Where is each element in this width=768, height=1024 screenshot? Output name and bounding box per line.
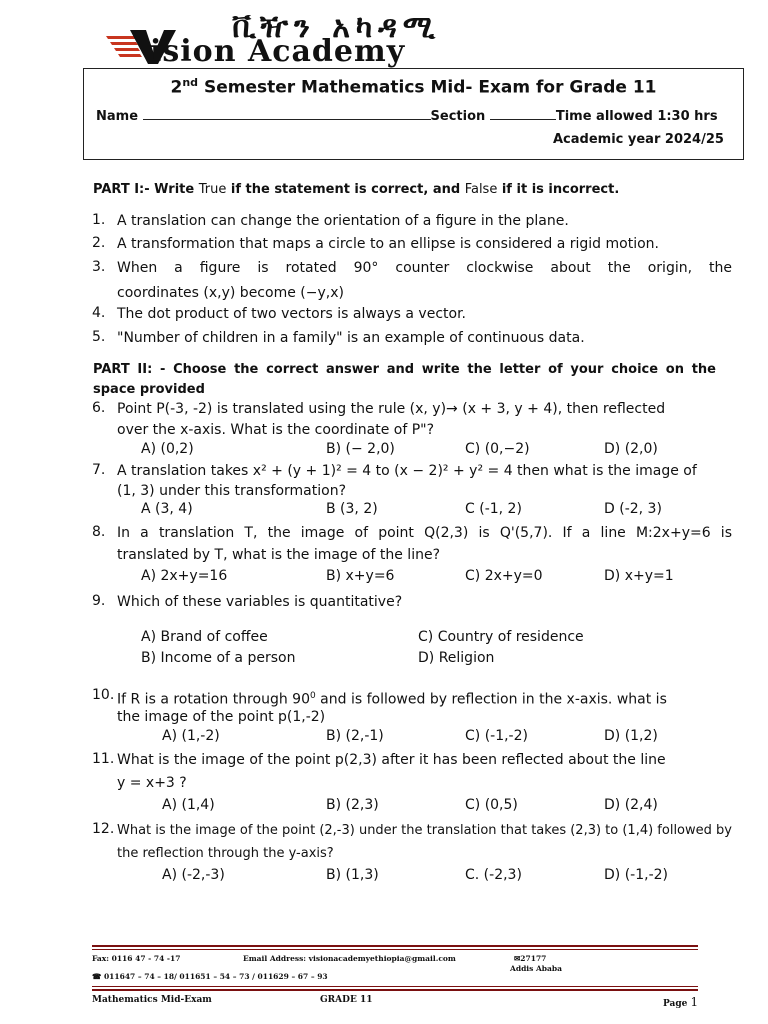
q11-line1: What is the image of the point p(2,3) after it has been reflected about the line xyxy=(117,752,666,768)
q9-option-c: C) Country of residence xyxy=(418,629,584,645)
footer-pobox: ✉27177 xyxy=(514,954,547,963)
q7-line2: (1, 3) under this transformation? xyxy=(117,483,346,499)
part2-heading-line1: PART II: - Choose the correct answer and write the letter of your choice on the xyxy=(93,362,716,377)
q12-option-a: A) (-2,-3) xyxy=(162,867,225,883)
q7-option-a: A (3, 4) xyxy=(141,501,193,517)
q10-line2: the image of the point p(1,-2) xyxy=(117,709,326,725)
q5-number: 5. xyxy=(92,329,106,345)
footer-phones: ☎ 011647 – 74 – 18/ 011651 – 54 – 73 / 011629 – 67 – 93 xyxy=(92,972,328,981)
q12-option-b: B) (1,3) xyxy=(326,867,379,883)
q11-option-b: B) (2,3) xyxy=(326,797,379,813)
q1-text: A translation can change the orientation of a figure in the plane. xyxy=(117,213,569,229)
footer-rule-top xyxy=(92,945,698,947)
q10-number: 10. xyxy=(92,687,115,703)
q8-option-c: C) 2x+y=0 xyxy=(465,568,543,584)
section-blank[interactable] xyxy=(490,107,556,120)
q6-number: 6. xyxy=(92,400,106,416)
page-number: Page 1 xyxy=(663,995,699,1009)
q2-number: 2. xyxy=(92,235,106,251)
q2-text: A transformation that maps a circle to an ellipse is considered a rigid motion. xyxy=(117,236,659,252)
q8-option-d: D) x+y=1 xyxy=(604,568,674,584)
q7-number: 7. xyxy=(92,462,106,478)
section-label: Section xyxy=(430,109,486,124)
footer-city: Addis Ababa xyxy=(510,964,563,973)
q10-option-d: D) (1,2) xyxy=(604,728,658,744)
logo-amharic-text: ቪዥን አካዳሚ xyxy=(232,10,441,45)
footer-fax: Fax: 0116 47 - 74 -17 xyxy=(92,954,181,963)
q10-line1: If R is a rotation through $90^0$ and is followed by reflection in the x-axis. what is xyxy=(117,691,667,708)
q9-number: 9. xyxy=(92,593,106,609)
q8-option-b: B) x+y=6 xyxy=(326,568,395,584)
exam-title: 2nd Semester Mathematics Mid- Exam for Grade 11 xyxy=(170,76,657,98)
q6-option-b: B) (− 2,0) xyxy=(326,441,395,457)
q11-number: 11. xyxy=(92,751,115,767)
q7-option-d: D (-2, 3) xyxy=(604,501,662,517)
q6-option-d: D) (2,0) xyxy=(604,441,658,457)
q12-option-c: C. (-2,3) xyxy=(465,867,522,883)
q10-option-c: C) (-1,-2) xyxy=(465,728,528,744)
q4-number: 4. xyxy=(92,305,106,321)
part1-heading: PART I:- Write True if the statement is correct, and False if it is incorrect. xyxy=(93,182,620,197)
footer-rule-bottom xyxy=(92,986,698,987)
q12-line2: the reflection through the y-axis? xyxy=(117,846,334,861)
q4-text: The dot product of two vectors is always a vector. xyxy=(117,306,466,322)
q8-line2: translated by T, what is the image of the line? xyxy=(117,547,440,563)
footer-grade: GRADE 11 xyxy=(320,995,373,1005)
name-label: Name xyxy=(96,109,139,124)
q11-line2: y = x+3 ? xyxy=(117,775,187,791)
q7-line1: A translation takes x² + (y + 1)² = 4 to (x − 2)² + y² = 4 then what is the image of xyxy=(117,463,697,479)
q8-option-a: A) 2x+y=16 xyxy=(141,568,228,584)
q9-option-a: A) Brand of coffee xyxy=(141,629,268,645)
logo-name-text: ision Academy xyxy=(150,34,406,69)
q6-line1: Point P(-3, -2) is translated using the rule (x, y)→ (x + 3, y + 4), then reflected xyxy=(117,401,666,417)
q7-option-c: C (-1, 2) xyxy=(465,501,522,517)
footer-rule-bottom-thick xyxy=(92,989,698,991)
q8-number: 8. xyxy=(92,524,106,540)
q11-option-c: C) (0,5) xyxy=(465,797,518,813)
q6-option-a: A) (0,2) xyxy=(141,441,194,457)
q10-option-a: A) (1,-2) xyxy=(162,728,220,744)
q11-option-a: A) (1,4) xyxy=(162,797,215,813)
q3-text-line2: coordinates (x,y) become (−y,x) xyxy=(117,285,344,301)
time-allowed: Time allowed 1:30 hrs xyxy=(555,109,718,124)
q9-option-d: D) Religion xyxy=(418,650,495,666)
q5-text: "Number of children in a family" is an example of continuous data. xyxy=(117,330,585,346)
q9-option-b: B) Income of a person xyxy=(141,650,296,666)
q8-line1: In a translation T, the image of point Q(2,3) is Q'(5,7). If a line M:2x+y=6 is xyxy=(117,525,732,541)
q12-option-d: D) (-1,-2) xyxy=(604,867,668,883)
q10-option-b: B) (2,-1) xyxy=(326,728,384,744)
q12-number: 12. xyxy=(92,821,115,837)
q3-text-line1: When a figure is rotated 90° counter clockwise about the origin, the xyxy=(117,260,732,276)
q7-option-b: B (3, 2) xyxy=(326,501,378,517)
footer-rule-top-thin xyxy=(92,949,698,950)
q9-line1: Which of these variables is quantitative? xyxy=(117,594,403,610)
q1-number: 1. xyxy=(92,212,106,228)
name-row xyxy=(96,107,718,124)
footer-left-label: Mathematics Mid-Exam xyxy=(92,995,212,1005)
q12-line1: What is the image of the point (2,-3) under the translation that takes (2,3) to (1,4) followed by xyxy=(117,823,732,838)
academic-year: Academic year 2024/25 xyxy=(553,132,724,147)
footer-email: Email Address: visionacademyethiopia@gmail.com xyxy=(243,954,456,963)
q3-number: 3. xyxy=(92,259,106,275)
part2-heading-line2: space provided xyxy=(93,382,205,397)
q6-line2: over the x-axis. What is the coordinate of P"? xyxy=(117,422,435,438)
q11-option-d: D) (2,4) xyxy=(604,797,658,813)
name-blank[interactable] xyxy=(143,107,431,120)
q6-option-c: C) (0,−2) xyxy=(465,441,530,457)
